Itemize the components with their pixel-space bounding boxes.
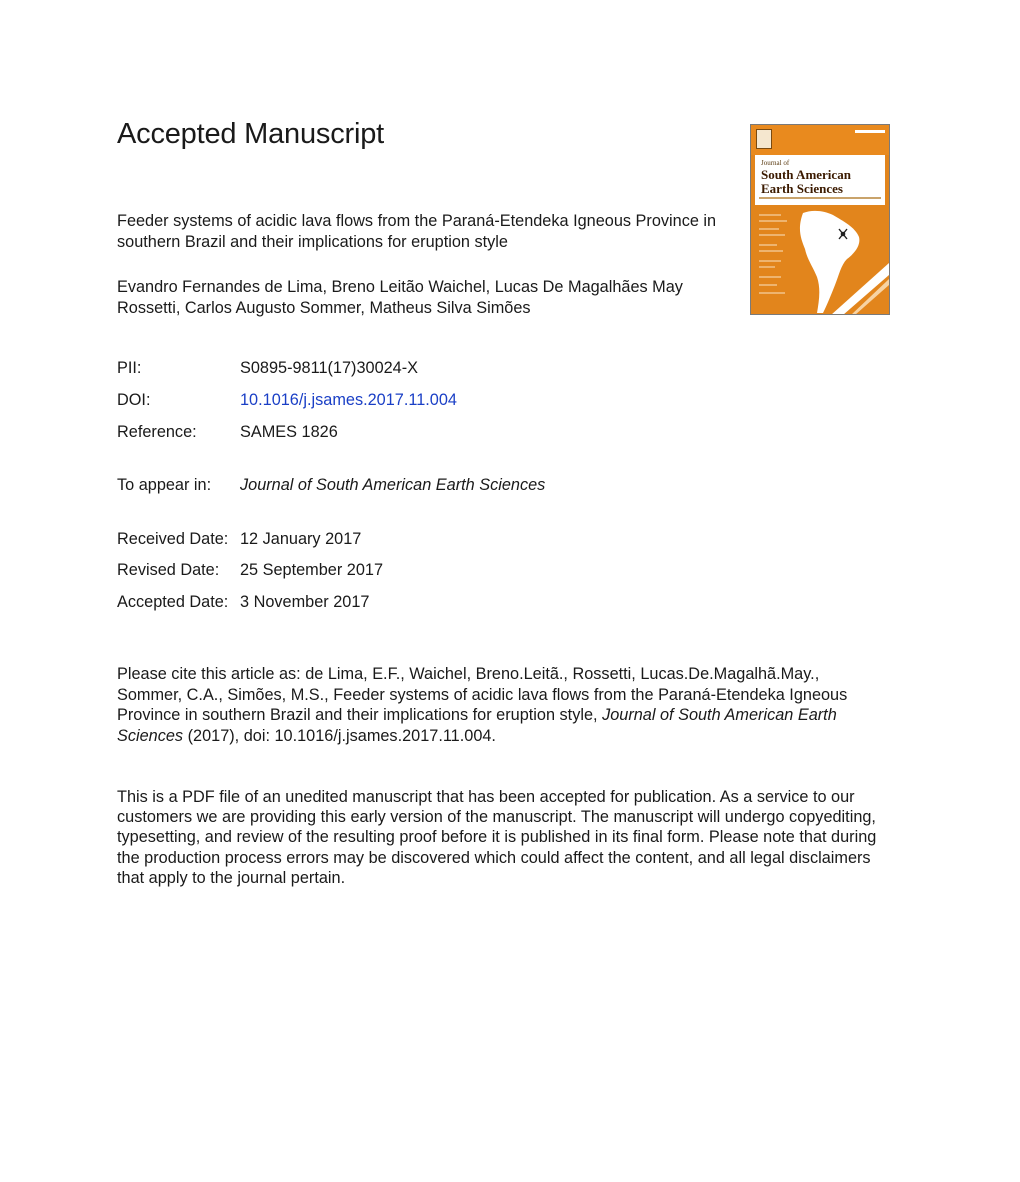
received-label: Received Date: [117, 530, 229, 548]
revised-row [117, 561, 383, 580]
journal-cover-image [750, 124, 890, 315]
received-value: 12 January 2017 [240, 530, 362, 548]
doi-row [117, 391, 457, 410]
citation-journal: Journal of South American Earth Sciences [117, 706, 837, 745]
citation-paragraph [117, 664, 887, 746]
revised-label: Revised Date: [117, 561, 220, 579]
appear-label: To appear in: [117, 476, 212, 494]
accepted-row [117, 593, 369, 612]
page-heading: Accepted Manuscript [117, 118, 384, 150]
disclaimer-paragraph: This is a PDF file of an unedited manuscript that has been accepted for publication. As a service to our customers we are providing this early version of the manuscript. The manuscript will undergo copyediting, typesetting, and review of the resulting proof before it is published in its final form. Please note that during the production process errors may be discovered which could affect the content, and all legal disclaimers that apply to the journal pertain. [117, 788, 877, 887]
cover-title-line2: Earth Sciences [761, 181, 843, 196]
pii-row [117, 359, 418, 378]
reference-row [117, 423, 338, 442]
appear-value: Journal of South American Earth Sciences [240, 476, 546, 494]
citation-text: Please cite this article as: de Lima, E.F., Waichel, Breno.Leitã., Rossetti, Lucas.De.Magalhã.May., Sommer, C.A., Simões, M.S., Feeder systems of acidic lava flows from the Paraná-Etendeka Igneous Province in southern Brazil and their implications for eruption style, [117, 665, 848, 724]
cover-journal-of: Journal of [761, 159, 790, 167]
doi-label: DOI: [117, 391, 151, 409]
doi-link[interactable]: 10.1016/j.jsames.2017.11.004 [240, 391, 457, 409]
south-america-map-icon [751, 205, 889, 315]
article-title: Feeder systems of acidic lava flows from the Paraná-Etendeka Igneous Province in southern Brazil and their implications for eruption style [117, 212, 717, 251]
accepted-label: Accepted Date: [117, 593, 229, 611]
cover-title-line1: South American [761, 167, 851, 182]
cover-volume-strip [855, 130, 885, 133]
citation-doi: (2017), doi: 10.1016/j.jsames.2017.11.004. [183, 726, 496, 745]
cover-rule [759, 197, 881, 199]
pii-value: S0895-9811(17)30024-X [240, 359, 419, 377]
accepted-value: 3 November 2017 [240, 593, 370, 611]
reference-label: Reference: [117, 423, 197, 441]
appear-row [117, 476, 545, 495]
reference-value: SAMES 1826 [240, 423, 338, 441]
pii-label: PII: [117, 359, 142, 377]
elsevier-logo-icon [756, 129, 772, 149]
revised-value: 25 September 2017 [240, 561, 384, 579]
article-authors: Evandro Fernandes de Lima, Breno Leitão Waichel, Lucas De Magalhães May Rossetti, Carlos Augusto Sommer, Matheus Silva Simões [117, 278, 683, 317]
received-row [117, 530, 361, 549]
